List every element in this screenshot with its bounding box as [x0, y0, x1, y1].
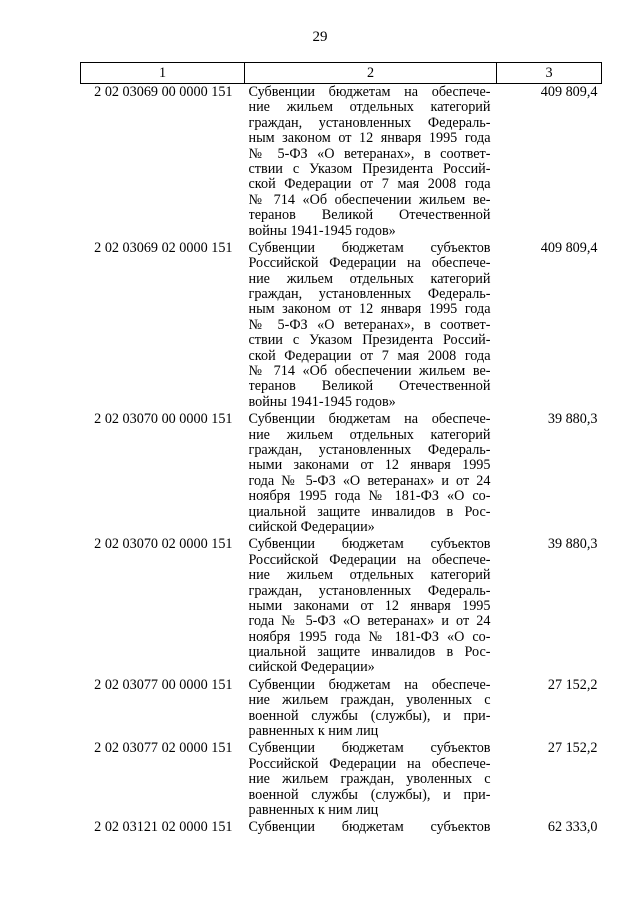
- description-line: № 5-ФЗ «О ветеранах», в соответ-: [248, 146, 491, 162]
- description-line: граждан, установленных Федераль-: [248, 287, 491, 303]
- subvention-description: [245, 537, 497, 678]
- budget-code: 2 02 03069 00 0000 151: [94, 84, 233, 100]
- description-line: военной службы (службы), и при-: [248, 787, 491, 803]
- description-line: военной службы (службы), и при-: [248, 708, 491, 724]
- description-line: ской Федерации от 7 мая 2008 года: [248, 348, 491, 364]
- amount-value: 27 152,2: [547, 676, 598, 693]
- description-line: ным законом от 12 января 1995 года: [248, 302, 491, 318]
- table-row: [81, 241, 602, 412]
- description-line: ствии с Указом Президента Россий-: [248, 333, 491, 349]
- description-line: равненных к ним лиц: [248, 724, 379, 740]
- table-body: [81, 84, 602, 838]
- description-line: Субвенции бюджетам на обеспече-: [248, 677, 491, 693]
- budget-code: 2 02 03070 00 0000 151: [94, 411, 233, 428]
- description-line: ноября 1995 года № 181-ФЗ «О со-: [248, 489, 491, 505]
- description-line: граждан, установленных Федераль-: [248, 583, 491, 599]
- amount-value: 39 880,3: [547, 536, 598, 553]
- budget-code: 2 02 03070 02 0000 151: [94, 536, 233, 553]
- description-line: ствии с Указом Президента Россий-: [248, 161, 491, 177]
- amount-value: 409 809,4: [540, 239, 598, 256]
- table-header-row: [81, 63, 602, 84]
- subvention-description: [245, 241, 497, 412]
- description-line: ние жильем отдельных категорий: [248, 568, 491, 584]
- subvention-description: [245, 412, 497, 537]
- subvention-description: [245, 678, 497, 742]
- column-header-code: 1: [81, 63, 245, 84]
- description-line: войны 1941-1945 годов»: [248, 394, 396, 410]
- description-line: ние жильем граждан, уволенных с: [248, 693, 491, 709]
- page-number: 29: [312, 29, 328, 45]
- description-line: Субвенции бюджетам на обеспече-: [248, 412, 491, 428]
- description-line: года № 5-ФЗ «О ветеранах» и от 24: [248, 614, 491, 630]
- table-row: [81, 537, 602, 678]
- description-line: Субвенции бюджетам на обеспече-: [248, 85, 491, 100]
- description-line: ными законами от 12 января 1995: [248, 458, 491, 474]
- description-line: Российской Федерации на обеспече-: [248, 552, 491, 568]
- budget-table: [80, 62, 602, 838]
- description-line: Российской Федерации на обеспече-: [248, 256, 491, 272]
- description-line: циальной защите инвалидов в Рос-: [248, 645, 491, 661]
- description-line: № 5-ФЗ «О ветеранах», в соответ-: [248, 317, 491, 333]
- description-line: № 714 «Об обеспечении жильем ве-: [248, 364, 491, 380]
- amount-value: 409 809,4: [540, 84, 598, 100]
- description-line: ными законами от 12 января 1995: [248, 598, 491, 614]
- description-line: Субвенции бюджетам субъектов: [248, 240, 491, 256]
- description-line: ние жильем отдельных категорий: [248, 100, 491, 116]
- description-line: ние жильем отдельных категорий: [248, 271, 491, 287]
- subvention-description: [245, 84, 497, 241]
- table-row: [81, 412, 602, 537]
- description-line: граждан, установленных Федераль-: [248, 442, 491, 458]
- description-line: сийской Федерации»: [248, 660, 375, 676]
- description-line: граждан, установленных Федераль-: [248, 115, 491, 131]
- description-line: ние жильем отдельных категорий: [248, 427, 491, 443]
- description-line: Субвенции бюджетам субъектов: [248, 820, 491, 836]
- column-header-description: 2: [245, 63, 497, 84]
- description-line: ской Федерации от 7 мая 2008 года: [248, 177, 491, 193]
- description-line: Субвенции бюджетам субъектов: [248, 537, 491, 553]
- budget-code: 2 02 03077 00 0000 151: [94, 676, 233, 693]
- table-row: [81, 84, 602, 241]
- budget-code: 2 02 03121 02 0000 151: [94, 819, 233, 836]
- description-line: сийской Федерации»: [248, 519, 375, 535]
- description-line: года № 5-ФЗ «О ветеранах» и от 24: [248, 473, 491, 489]
- description-line: ноября 1995 года № 181-ФЗ «О со-: [248, 629, 491, 645]
- column-header-amount: 3: [497, 63, 602, 84]
- description-line: Субвенции бюджетам субъектов: [248, 741, 491, 757]
- subvention-description: [245, 820, 497, 837]
- budget-code: 2 02 03077 02 0000 151: [94, 740, 233, 757]
- description-line: Российской Федерации на обеспече-: [248, 756, 491, 772]
- subvention-description: [245, 741, 497, 820]
- description-line: войны 1941-1945 годов»: [248, 223, 396, 239]
- description-line: равненных к ним лиц: [248, 802, 379, 818]
- description-line: теранов Великой Отечественной: [248, 379, 491, 395]
- description-line: ным законом от 12 января 1995 года: [248, 131, 491, 147]
- table-row: [81, 820, 602, 837]
- table-row: [81, 741, 602, 820]
- description-line: циальной защите инвалидов в Рос-: [248, 504, 491, 520]
- amount-value: 39 880,3: [547, 411, 598, 428]
- description-line: ние жильем граждан, уволенных с: [248, 772, 491, 788]
- amount-value: 27 152,2: [547, 740, 598, 757]
- description-line: № 714 «Об обеспечении жильем ве-: [248, 192, 491, 208]
- amount-value: 62 333,0: [547, 819, 598, 836]
- description-line: теранов Великой Отечественной: [248, 208, 491, 224]
- budget-code: 2 02 03069 02 0000 151: [94, 239, 233, 256]
- table-row: [81, 678, 602, 742]
